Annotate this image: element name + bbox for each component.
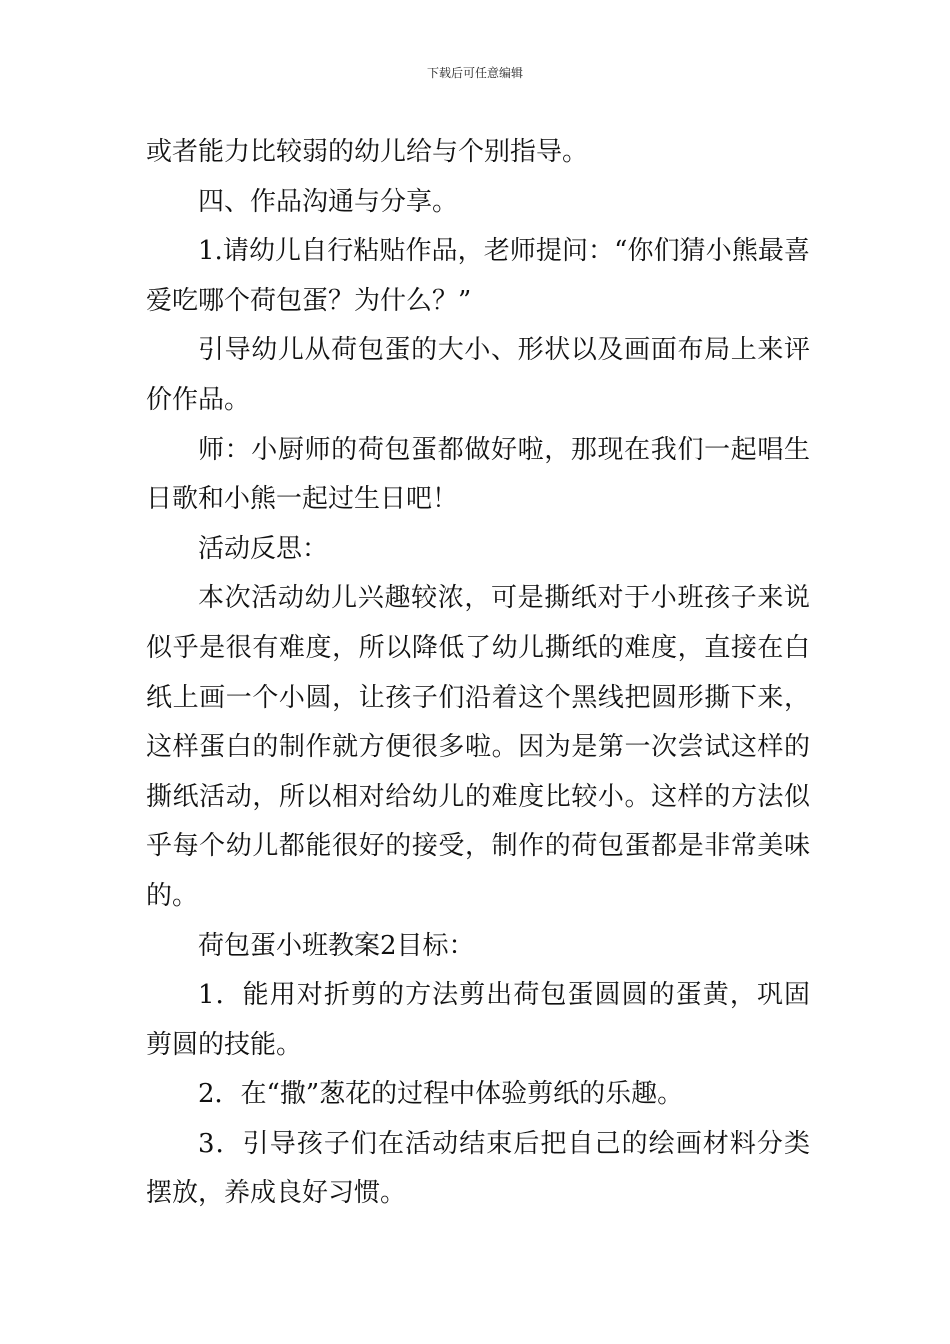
paragraph-goal-item: 2．在“撒”葱花的过程中体验剪纸的乐趣。 bbox=[198, 1079, 684, 1110]
paragraph-item: 1.请幼儿自行粘贴作品，老师提问：“你们猜小熊最喜爱吃哪个荷包蛋？为什么？” bbox=[146, 236, 810, 316]
paragraph: 引导幼儿从荷包蛋的大小、形状以及画面布局上来评价作品。 bbox=[146, 335, 810, 415]
paragraph-lesson-heading: 荷包蛋小班教案2目标： bbox=[198, 930, 475, 961]
paragraph: 师：小厨师的荷包蛋都做好啦，那现在我们一起唱生日歌和小熊一起过生日吧！ bbox=[146, 434, 810, 515]
paragraph-goal-item: 3．引导孩子们在活动结束后把自己的绘画材料分类摆放，养成良好习惯。 bbox=[146, 1128, 810, 1209]
page-header: 下载后可任意编辑 bbox=[426, 66, 523, 80]
document-body bbox=[146, 128, 810, 1219]
paragraph-reflection: 本次活动幼儿兴趣较浓，可是撕纸对于小班孩子来说似乎是很有难度，所以降低了幼儿撕纸的难度，直接在白纸上画一个小圆，让孩子们沿着这个黑线把圆形撕下来，这样蛋白的制作就方便很多啦。因为是第一次尝试这样的撕纸活动，所以相对给幼儿的难度比较小。这样的方法似乎每个幼儿都能很好的接受，制作的荷包蛋都是非常美味的。 bbox=[146, 583, 810, 911]
paragraph-continuation: 或者能力比较弱的幼儿给与个别指导。 bbox=[146, 137, 589, 167]
paragraph-reflection-heading: 活动反思： bbox=[198, 533, 329, 564]
paragraph-section-heading: 四、作品沟通与分享。 bbox=[198, 186, 459, 217]
paragraph-goal-item: 1．能用对折剪的方法剪出荷包蛋圆圆的蛋黄，巩固剪圆的技能。 bbox=[146, 980, 810, 1060]
